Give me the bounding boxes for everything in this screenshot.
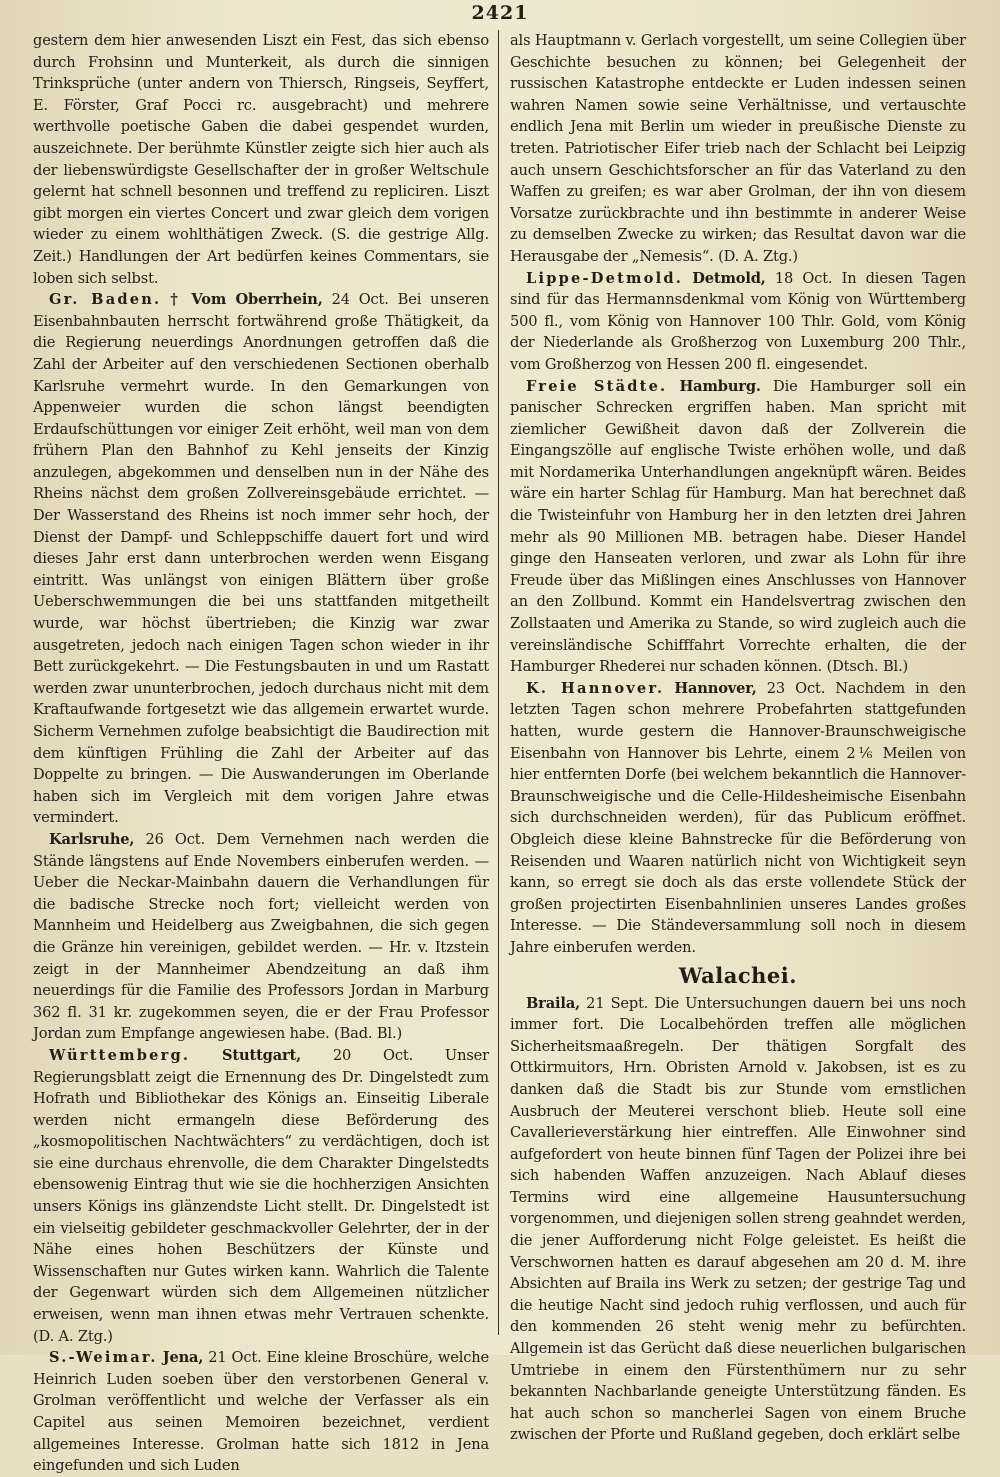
page-number: 2421 [471,2,529,24]
dateline-hannover: Hannover, [674,679,757,697]
section-title-hannover: K. Hannover. [526,679,665,697]
article-baden [33,289,489,829]
article-braila-text: 21 Sept. Die Untersuchungen dauern bei uns noch immer fort. Die Localbehörden treffen alle möglichen Sicherheitsmaaßregeln. Der thätigen Sorgfalt des Ottkirmuitors, Hrn. Obristen Arnold v. Jakobsen, ist es zu danken daß die Stadt bis zur Stunde vom ernstlichen Ausbruch der Meuterei verschont blieb. Heute soll eine Cavallerieverstärkung hier eintreffen. Alle Einwohner sind aufgefordert von heute binnen fünf Tagen der Polizei ihre bei sich habenden Waffen anzuzeigen. Nach Ablauf dieses Termins wird eine allgemeine Hausuntersuchung vorgenommen, und diejenigen sollen streng geahndet werden, die jener Aufforderung nicht Folge geleistet. Es heißt die Verschwornen hatten es darauf abgesehen am 20 d. M. ihre Absichten auf Braila ins Werk zu setzen; der gestrige Tag und die heutige Nacht sind jedoch ruhig verflossen, und auch für den kommenden 26 steht wenig mehr zu befürchten. Allgemein ist das Gerücht daß diese neuerlichen bulgarischen Umtriebe in einem den Fürstenthümern nur zu sehr bekannten Nachbarlande geneigte Unterstützung fänden. Es hat auch schon so mancherlei Sagen von einem Bruche zwischen der Pforte und Rußland gegeben, doch erklärt selbe [510,994,966,1444]
dateline-braila: Braila, [526,994,581,1012]
section-title-freie-staedte: Freie Städte. [526,377,668,395]
left-column [33,30,489,1475]
dateline-oberrhein: † Vom Oberrhein, [170,291,323,309]
article-lippe-text: 18 Oct. In diesen Tagen sind für das Hermannsdenkmal vom König von Württemberg 500 fl., vom König von Hannover 100 Thlr. Gold, vom König der Niederlande als Großherzog von Luxemburg 200 Thlr., vom Großherzog von Hessen 200 fl. eingesendet. [510,269,966,373]
article-weimar [33,1347,489,1477]
article-weimar-text: 21 Oct. Eine kleine Broschüre, welche Heinrich Luden soeben über den verstorbenen General v. Grolman veröffentlicht und welche der Verfasser als ein Capitel aus seinen Memoiren bezeichnet, verdient allgemeines Interesse. Grolman hatte sich 1812 in Jena eingefunden und sich Luden [33,1349,489,1475]
dateline-jena: Jena, [162,1349,204,1367]
section-heading-walachei: Walachei. [678,962,798,988]
section-title-lippe: Lippe-Detmold. [526,269,684,287]
section-title-weimar: S.-Weimar. [49,1349,158,1367]
right-column [510,30,966,1444]
article-hamburg-text: Die Hamburger soll ein panischer Schrecken ergriffen haben. Man spricht mit ziemlicher Gewißheit davon daß der Zollverein die Eingangszölle auf englische Twiste erhöhen wolle, und daß mit Nordamerika Unterhandlungen angeknüpft wären. Beides wäre ein harter Schlag für Hamburg. Man hat berechnet daß die Twisteinfuhr von Hamburg her in den letzten drei Jahren mehr als 90 Millionen MB. betragen habe. Dieser Handel ginge den Hanseaten verloren, und zwar als Lohn für ihre Freude über das Mißlingen eines Anschlusses von Hannover an den Zollbund. Kommt ein Handelsvertrag zwischen den Zollstaaten und Amerika zu Stande, so wird zugleich auch die vereinsländische Schifffahrt Vorrechte erhalten, die der Hamburger Rhederei nur schaden können. (Dtsch. Bl.) [510,377,966,676]
section-title-baden: Gr. Baden. [49,291,162,309]
dateline-detmold: Detmold, [692,269,766,287]
article-karlsruhe-text: 26 Oct. Dem Vernehmen nach werden die Stände längstens auf Ende Novembers einberufen werden. — Ueber die Neckar-Mainbahn dauern die Verhandlungen für die badische Strecke noch fort; vielleicht werden von Mannheim und Heidelberg aus Zweigbahnen, die sich gegen die Gränze hin vereinigen, gebildet werden. — Hr. v. Itzstein zeigt in der Mannheimer Abendzeitung an daß ihm neuerdings für die Familie des Professors Jordan in Marburg 362 fl. 31 kr. zugekommen seyen, die er der Frau Professor Jordan zum Empfange angewiesen habe. (Bad. Bl.) [33,830,489,1043]
article-braila [510,993,966,1446]
article-hannover [510,678,966,959]
dateline-stuttgart: Stuttgart, [222,1046,302,1064]
article-munich-liszt: gestern dem hier anwesenden Liszt ein Fest, das sich ebenso durch Frohsinn und Munterkeit, als durch die sinnigen Trinksprüche (unter andern von Thiersch, Ringseis, Seyffert, E. Förster, Graf Pocci rc. ausgebracht) und mehrere werthvolle poetische Gaben die dabei gespendet wurden, auszeichnete. Der berühmte Künstler zeigte sich hier auch als der liebenswürdigste Gesellschafter der in großer Weltschule gelernt hat schnell besonnen und treffend zu repliciren. Liszt gibt morgen ein viertes Concert und zwar gleich dem vorigen wieder zu einem wohlthätigen Zweck. (S. die gestrige Allg. Zeit.) Handlungen der Art bedürfen keines Commentars, sie loben sich selbst. [33,32,489,287]
article-jena-continued: als Hauptmann v. Gerlach vorgestellt, um seine Collegien über Geschichte besuchen zu können; bei Gelegenheit der russischen Katastrophe entdeckte er Luden indessen seinen wahren Namen sowie seine Verhältnisse, und vertauschte endlich Jena mit Berlin um wieder in preußische Dienste zu treten. Patriotischer Eifer trieb nach der Schlacht bei Leipzig auch unsern Geschichtsforscher an für das Vaterland zu den Waffen zu greifen; es war aber Grolman, der ihn von diesem Vorsatze zurückbrachte und ihn bestimmte in anderer Weise zu demselben Zwecke zu wirken; das Resultat davon war die Herausgabe der „Nemesis“. (D. A. Ztg.) [510,32,966,265]
article-karlsruhe [33,829,489,1045]
article-hannover-text: 23 Oct. Nachdem in den letzten Tagen schon mehrere Probefahrten stattgefunden hatten, wurde gestern die Hannover-Braunschweigische Eisenbahn von Hannover bis Lehrte, einem 2⅙ Meilen von hier entfernten Dorfe (bei welchem bekanntlich die Hannover-Braunschweigische und die Celle-Hildesheimische Eisenbahn sich durchschneiden werden), für das Publicum eröffnet. Obgleich diese kleine Bahnstrecke für die Beförderung von Reisenden und Waaren natürlich nicht von Wichtigkeit seyn kann, so erregt sie doch als das erste vollendete Stück der großen projectirten Eisenbahnlinien unseres Landes großes Interesse. — Die Ständeversammlung soll noch in diesem Jahre einberufen werden. [510,679,966,956]
section-title-wuerttemberg: Württemberg. [49,1046,191,1064]
dateline-karlsruhe: Karlsruhe, [49,830,135,848]
article-baden-text: 24 Oct. Bei unseren Eisenbahnbauten herrscht fortwährend große Thätigkeit, da die Regierung neuerdings Anordnungen getroffen daß die Zahl der Arbeiter auf den verschiedenen Sectionen oberhalb Karlsruhe vermehrt wurde. In den Gemarkungen von Appenweier wurden die schon längst beendigten Erdaufschüttungen vor einiger Zeit erhöht, weil man von dem frühern Plan den Bahnhof zu Kehl jenseits der Kinzig anzulegen, abgekommen und denselben nun in der Nähe des Rheins nächst dem großen Zollvereinsgebäude errichtet. — Der Wasserstand des Rheins ist noch immer sehr hoch, der Dienst der Dampf- und Schleppschiffe dauert fort und wird dieses Jahr erst dann unterbrochen werden wenn Eisgang eintritt. Was unlängst von einigen Blättern über große Ueberschwemmungen die bei uns stattfanden mitgetheilt wurde, war höchst übertrieben; die Kinzig war zwar ausgetreten, jedoch nach einigen Tagen schon wieder in ihr Bett zurückgekehrt. — Die Festungsbauten in und um Rastatt werden zwar ununterbrochen, jedoch durchaus nicht mit dem Kraftaufwande fortgesetzt wie das allgemein erwartet wurde. Sicherm Vernehmen zufolge beabsichtigt die Baudirection mit dem künftigen Frühling die Zahl der Arbeiter auf das Doppelte zu bringen. — Die Auswanderungen im Oberlande haben sich im Vergleich mit dem vorigen Jahre etwas vermindert. [33,291,489,827]
column-divider [498,30,499,1335]
article-wuerttemberg-text: 20 Oct. Unser Regierungsblatt zeigt die Ernennung des Dr. Dingelstedt zum Hofrath und Bibliothekar des Königs an. Einseitig Liberale werden nicht ermangeln diese Beförderung des „kosmopolitischen Nachtwächters“ zu verdächtigen, doch ist sie eine durchaus ehrenvolle, die dem Charakter Dingelstedts ebensowenig Eintrag thut wie sie die hochherzigen Ansichten unsers Königs ins glänzendste Licht stellt. Dr. Dingelstedt ist ein vielseitig gebildeter geschmackvoller Gelehrter, der in der Nähe eines hohen Beschützers der Künste und Wissenschaften nur Gutes wirken kann. Wahrlich die Talente der Gegenwart würden sich dem Allgemeinen nützlicher erweisen, wenn man ihnen etwas mehr Vertrauen schenkte. (D. A. Ztg.) [33,1046,489,1345]
article-hamburg [510,376,966,678]
article-lippe [510,268,966,376]
article-wuerttemberg [33,1045,489,1347]
dateline-hamburg: Hamburg. [679,377,761,395]
